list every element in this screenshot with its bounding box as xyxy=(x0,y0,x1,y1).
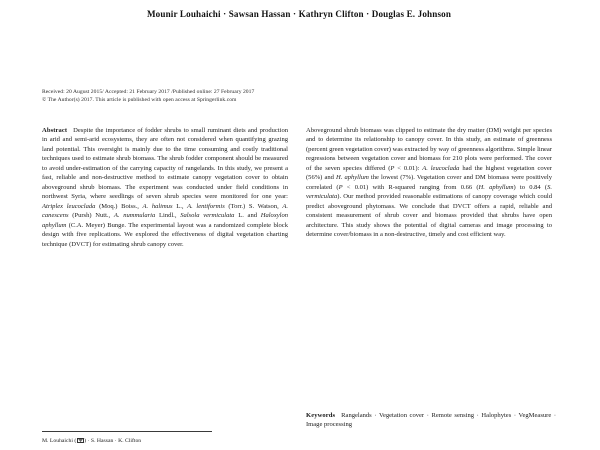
abstract-column-left xyxy=(42,126,288,249)
species-authority-5: Lindl., xyxy=(155,212,181,220)
species-name-r4: S. vermiculata xyxy=(306,183,552,201)
publication-history xyxy=(42,88,522,105)
abstract-label: Abstract xyxy=(42,127,68,134)
abstract-right-tail: ). Our method provided reasonable estimations of canopy coverage which could predict aboveground phytomass. We conclude that DVCT offers a rapid, reliable and consistent measurement of shrub cover and biomass provided that shrubs have open architecture. This study shows the potential of digital cameras and image processing to determine cover/biomass in a non-destructive, timely and cost efficient way. xyxy=(306,193,552,239)
envelope-icon xyxy=(77,438,84,443)
species-authority-4: (Pursh) Nutt., xyxy=(68,212,114,220)
rsq-mid-text: ) to 0.84 ( xyxy=(513,183,548,191)
keywords-label: Keywords xyxy=(306,412,336,419)
stat-value-1: < 0.01): xyxy=(394,164,423,172)
stat-value-2: < 0.01) with R-squared ranging from 0.66 ( xyxy=(342,183,479,191)
copyright-line: © The Author(s) 2017. This article is published with open access at Springerlink.com xyxy=(42,97,237,104)
species-authority-2: L., xyxy=(172,202,188,210)
abstract-text-right: Aboveground shrub biomass was clipped to estimate the dry matter (DM) weight per species and to determine its relationship to canopy cover. In this study, an estimate of greenness (percent green vegetation cover) was extracted by way of greenness algorithms. Simple linear regressions between vegetation cover and biomass for 210 plots were performed. The cover of the seven species differed ( xyxy=(306,127,552,172)
footnote-authors-pre: M. Louhaichi ( xyxy=(42,438,77,444)
abstract-left-tail: (C.A. Meyer) Bunge. The experimental layout was a randomized complete block design with five replications. We explored the effectiveness of digital vegetation charting technique (DVCT) for estimating shrub canopy cover. xyxy=(42,221,288,248)
species-name-7: Haloxylon aphyllum xyxy=(42,212,289,229)
abstract-column-right xyxy=(306,126,552,240)
received-accepted-line: Received: 20 August 2015/ Accepted: 21 February 2017 /Published online: 27 February 2017 xyxy=(42,89,255,95)
species-name-r1: A. leucoclada xyxy=(422,164,460,172)
abstract-columns xyxy=(42,126,556,429)
cover-high-text: had the highest vegetation cover (56%) and xyxy=(306,164,552,182)
species-name-1: Atriplex leucoclada xyxy=(42,202,96,210)
abstract-text-left: Despite the importance of fodder shrubs to small ruminant diets and production in arid and semi-arid ecosystems, they are often not considered when quantifying grazing land potential. This oversight is mainly due to the time consuming and costly traditional techniques used to estimate shrub biomass. The shrub fodder component should be measured to avoid under-estimation of the carrying capacity of rangelands. In this study, we present a fast, reliable and non-destructive method to estimate canopy vegetation cover to obtain aboveground shrub biomass. The experiment was conducted under field conditions in northwest Syria, where seedlings of seven shrub species were monitored for one year: xyxy=(42,127,288,201)
species-name-r2: H. aphyllum xyxy=(336,174,369,182)
keywords-list: Rangelands · Vegetation cover · Remote sensing · Halophytes · VegMeasure · Image processing xyxy=(306,412,556,429)
species-name-r3: H. aphyllum xyxy=(478,183,514,191)
species-name-6: Salsola vermiculata xyxy=(180,212,235,220)
species-name-5: A. nummularia xyxy=(113,212,156,220)
keywords-block xyxy=(306,411,556,430)
footnote-authors-post: ) · S. Hassan · K. Clifton xyxy=(84,438,142,444)
species-authority-6: L. and xyxy=(234,212,261,220)
cover-low-text: the lowest (7%). Vegetation cover and DM biomass were positively correlated ( xyxy=(306,174,552,191)
footnote-divider xyxy=(42,431,212,432)
stat-symbol-1: P xyxy=(390,164,395,172)
species-authority-3: (Torr.) S. Watson, xyxy=(224,202,283,210)
stat-symbol-2: P xyxy=(338,183,343,191)
species-name-3: A. lentiformis xyxy=(187,202,225,210)
species-name-2: A. halimus xyxy=(142,202,173,210)
author-list: Mounir Louhaichi · Sawsan Hassan · Kathryn Clifton · Douglas E. Johnson xyxy=(146,9,452,19)
corresponding-author-note xyxy=(42,437,292,445)
species-authority-1: (Moq.) Boiss., xyxy=(95,202,143,210)
species-name-4: A. canescens xyxy=(42,202,288,220)
